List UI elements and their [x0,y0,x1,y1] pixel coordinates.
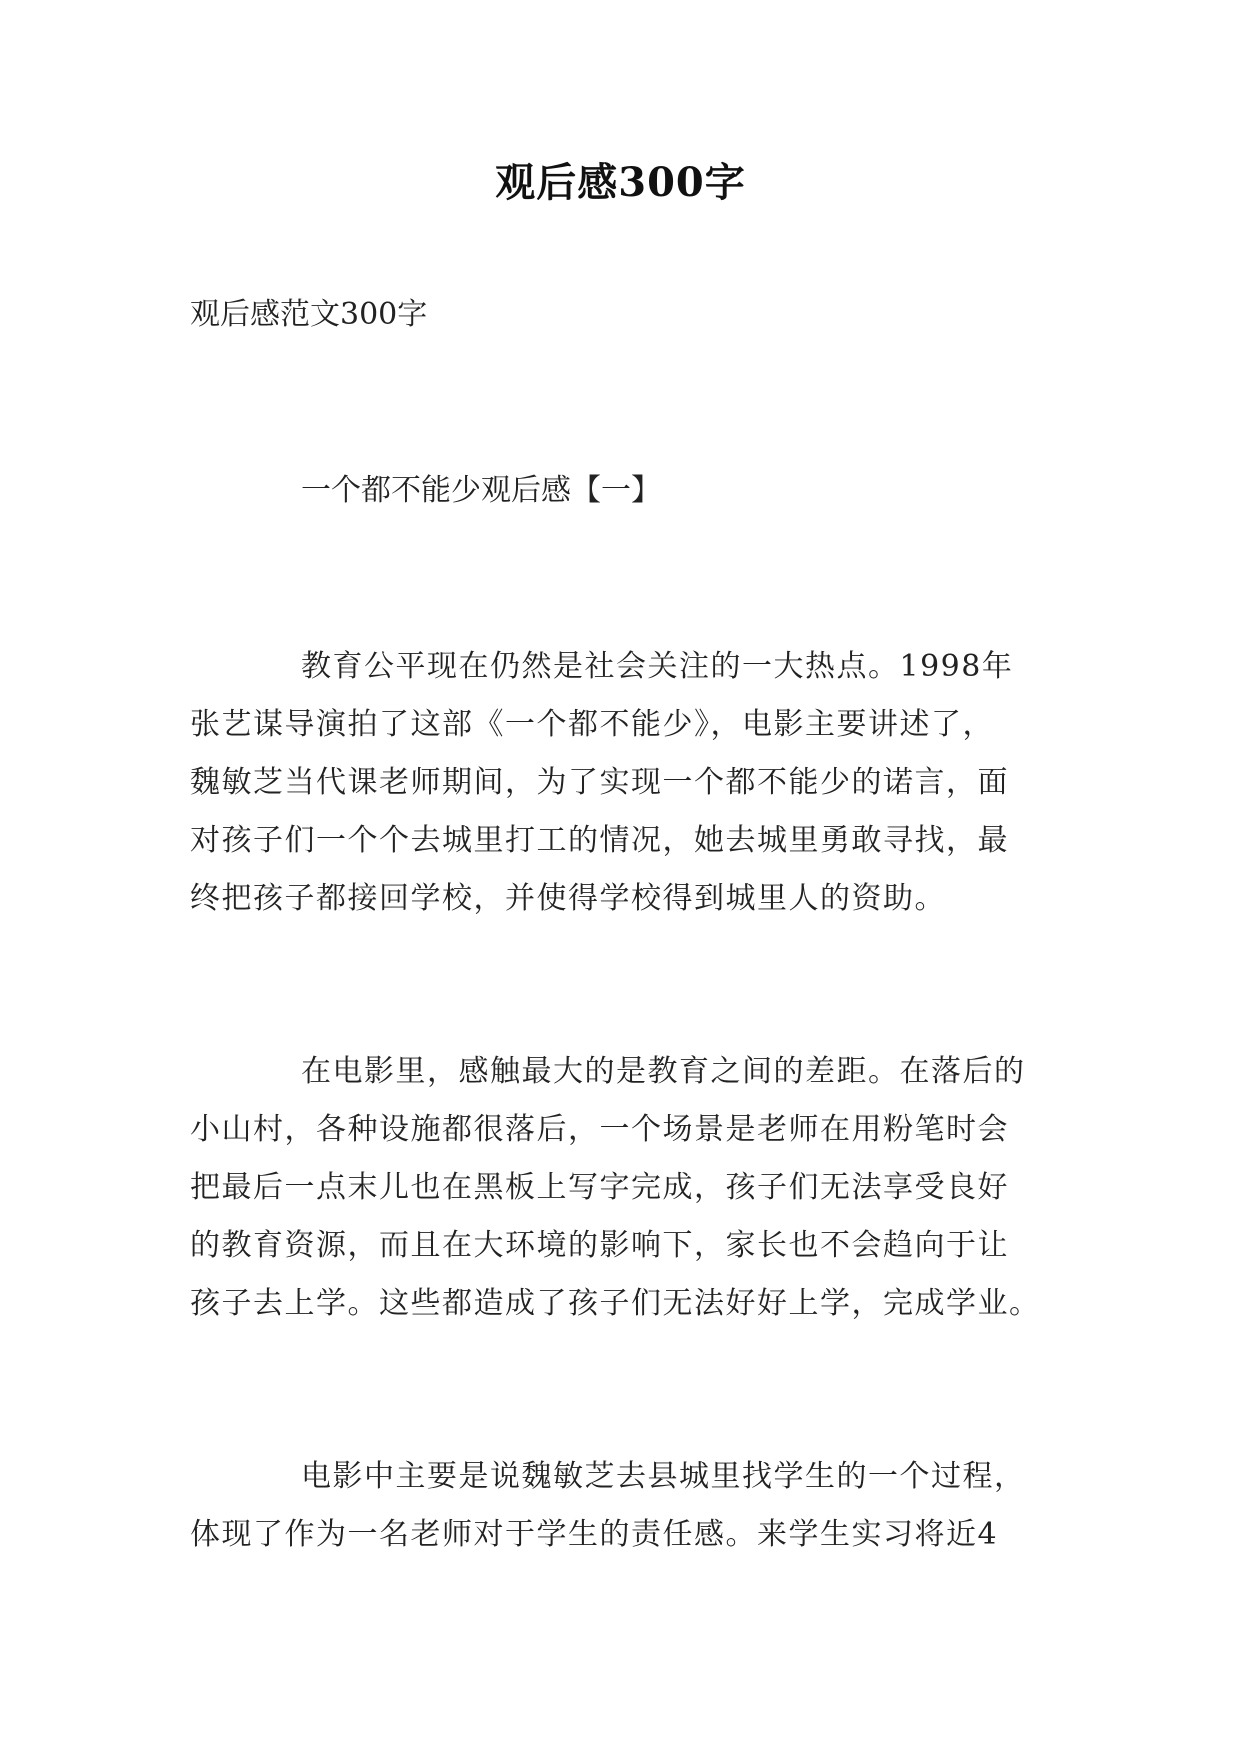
paragraph-2 [190,1043,1050,1333]
paragraph-line: 教育公平现在仍然是社会关注的一大热点。1998年 [301,649,1014,684]
paragraph-line: 的教育资源，而且在大环境的影响下，家长也不会趋向于让 [190,1228,1009,1263]
section-heading: 一个都不能少观后感【一】 [301,473,661,508]
paragraph-line: 终把孩子都接回学校，并使得学校得到城里人的资助。 [190,881,946,916]
paragraph-line: 体现了作为一名老师对于学生的责任感。来学生实习将近4 [190,1517,999,1552]
paragraph-line: 孩子去上学。这些都造成了孩子们无法好好上学，完成学业。 [190,1286,1041,1321]
paragraph-line: 魏敏芝当代课老师期间，为了实现一个都不能少的诺言，面 [190,765,1009,800]
paragraph-line: 小山村，各种设施都很落后，一个场景是老师在用粉笔时会 [190,1112,1009,1147]
paragraph-1 [190,638,1050,928]
document-title: 观后感300字 [495,159,746,206]
paragraph-line: 电影中主要是说魏敏芝去县城里找学生的一个过程， [301,1459,1026,1494]
paragraph-line: 在电影里，感触最大的是教育之间的差距。在落后的 [301,1054,1026,1089]
paragraph-line: 张艺谋导演拍了这部《一个都不能少》，电影主要讲述了， [190,707,994,742]
paragraph-line: 对孩子们一个个去城里打工的情况，她去城里勇敢寻找，最 [190,823,1009,858]
paragraph-3 [190,1448,1050,1564]
paragraph-line: 把最后一点末儿也在黑板上写字完成，孩子们无法享受良好 [190,1170,1009,1205]
document-subtitle: 观后感范文300字 [190,297,428,332]
